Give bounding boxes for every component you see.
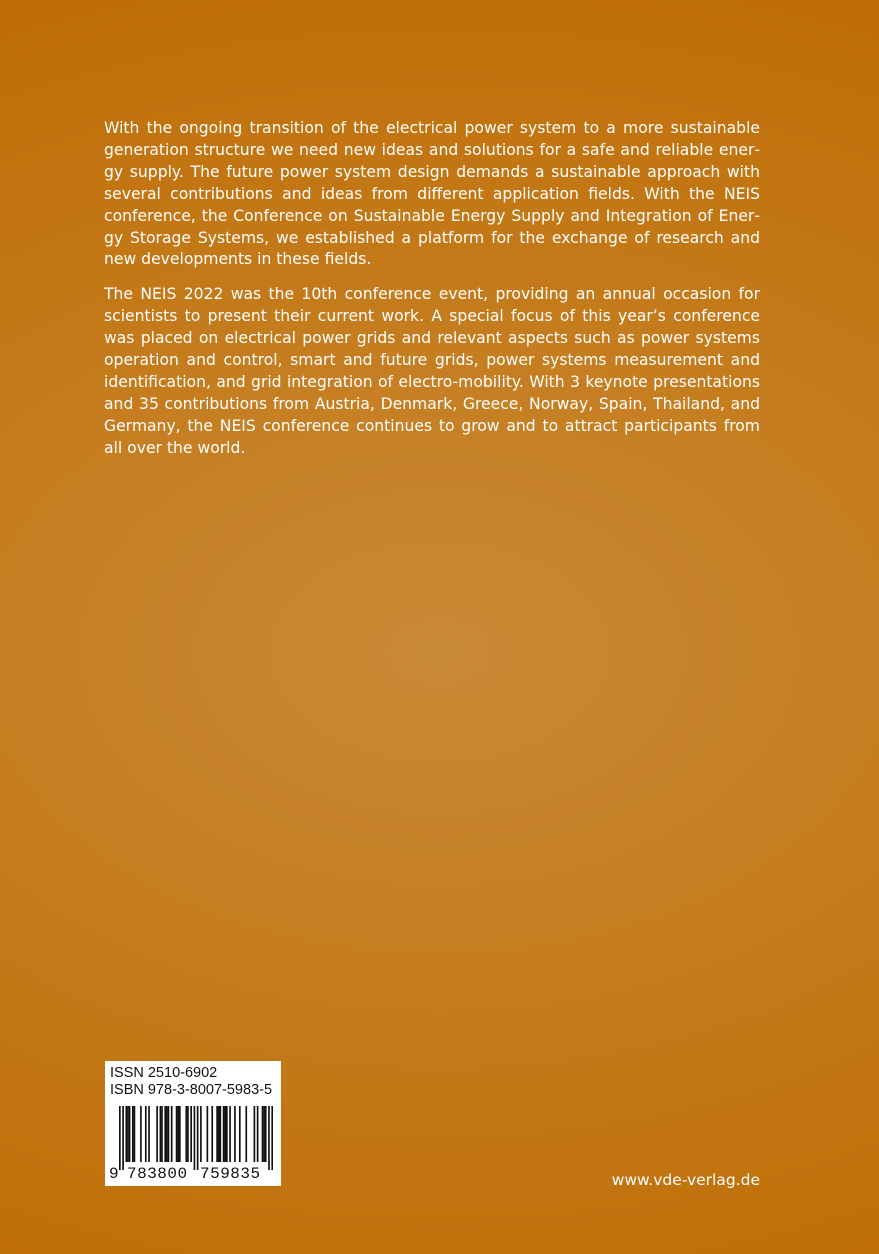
barcode-bar (234, 1106, 236, 1162)
barcode-guard-bar (268, 1106, 270, 1170)
barcode-bar (164, 1106, 166, 1162)
barcode-left-group: 783800 (127, 1165, 188, 1183)
barcode-bar (145, 1106, 147, 1162)
barcode-bar (263, 1106, 265, 1162)
barcode-bar (223, 1106, 225, 1162)
barcode-bar (156, 1106, 158, 1162)
issn-label: ISSN 2510-6902 (110, 1065, 218, 1081)
barcode-bar (140, 1106, 142, 1162)
barcode-guard-bar (271, 1106, 273, 1170)
barcode-bar (132, 1106, 134, 1162)
cover-blurb (104, 118, 760, 473)
barcode-bar (160, 1106, 162, 1162)
blurb-paragraph-1: With the ongoing transition of the electrical power system to a more sustainable generation structure we need new ideas and solutions for a safe and reliable energy supply. The future power system design demands a sustainable approach with several contributions and ideas from different application fields. With the NEIS conference, the Conference on Sustainable Energy Supply and Integration of Energy Storage Systems, we established a platform for the exchange of research and new developments in these fields. (104, 119, 760, 269)
isbn-label: ISBN 978-3-8007-5983-5 (110, 1082, 273, 1098)
barcode-bar (166, 1106, 168, 1162)
barcode-bar (229, 1106, 231, 1162)
publisher-url: www.vde-verlag.de (611, 1171, 760, 1189)
barcode-bar (216, 1106, 218, 1162)
barcode-bar (134, 1106, 136, 1162)
barcode-bar (254, 1106, 256, 1162)
barcode-lead-digit: 9 (109, 1165, 119, 1183)
barcode-guard-bar (194, 1106, 196, 1170)
barcode-bar (218, 1106, 220, 1162)
barcode-bar (245, 1106, 247, 1162)
barcode-right-group: 759835 (200, 1165, 261, 1183)
barcode-bar (207, 1106, 209, 1162)
barcode-bar (168, 1106, 170, 1162)
blurb-paragraph-2: The NEIS 2022 was the 10th conference event, providing an annual occasion for scientists to present their current work. A special focus of this year’s conference was placed on electrical power grids and relevant aspects such as power systems operation and control, smart and future grids, power systems measurement and identification, and grid integration of electro-mobility. With 3 keynote presentations and 35 contributions from Austria, Denmark, Greece, Norway, Spain, Thailand, and Germany, the NEIS conference continues to grow and to attract participants from all over the world. (104, 285, 760, 457)
barcode-guard-bar (197, 1106, 199, 1170)
barcode-bar (129, 1106, 131, 1162)
barcode-bar (226, 1106, 228, 1162)
barcode-panel (105, 1061, 281, 1186)
barcode-bar (161, 1106, 163, 1162)
barcode-bar (125, 1106, 127, 1162)
barcode-guard-bar (119, 1106, 121, 1170)
barcode-bar (190, 1106, 192, 1162)
barcode-bar (257, 1106, 259, 1162)
barcode-bar (148, 1106, 150, 1162)
barcode-bar (262, 1106, 264, 1162)
barcode-bar (211, 1106, 213, 1162)
barcode-bar (176, 1106, 178, 1162)
barcode-graphic (119, 1106, 273, 1170)
barcode-bar (224, 1106, 226, 1162)
barcode-guard-bar (122, 1106, 124, 1170)
barcode-bar (239, 1106, 241, 1162)
barcode-bar (265, 1106, 267, 1162)
barcode-bar (171, 1106, 173, 1162)
barcode-bar (185, 1106, 187, 1162)
barcode-bar (179, 1106, 181, 1162)
barcode-bar (200, 1106, 202, 1162)
barcode-bar (127, 1106, 129, 1162)
barcode-bar (187, 1106, 189, 1162)
barcode-bar (177, 1106, 179, 1162)
barcode-bar (220, 1106, 222, 1162)
